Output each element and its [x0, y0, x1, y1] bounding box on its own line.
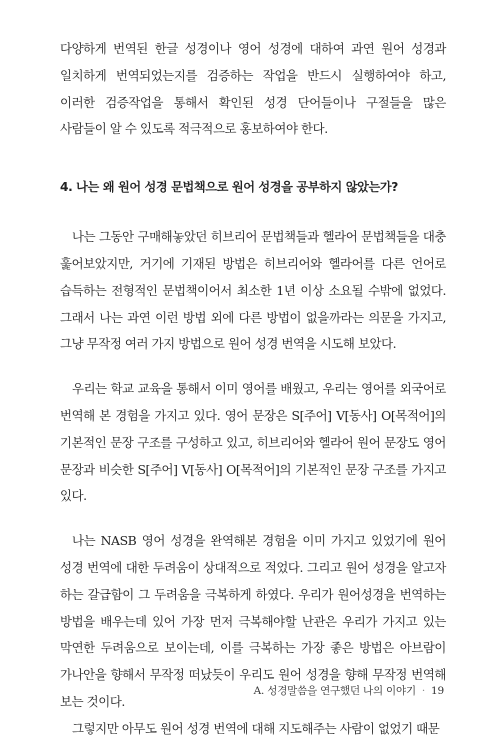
footer-separator: ·: [421, 685, 426, 697]
paragraph-1: 다양하게 번역된 한글 성경이나 영어 성경에 대하여 과연 원어 성경과 일치하게 번역되었는지를 검증하는 작업을 반드시 실행하여야 하고, 이러한 검증작업을 통해서 확인된 성경 단어들이나 구절들을 많은 사람들이 알 수 있도록 적극적으로 홍보하여야 한다.: [60, 41, 446, 137]
paragraph-3: 우리는 학교 교육을 통해서 이미 영어를 배웠고, 우리는 영어를 외국어로 번역해 본 경험을 가지고 있다. 영어 문장은 S[주어] V[동사] O[목적어]의 기본적인 문장 구조를 구성하고 있고, 히브리어와 헬라어 원어 문장도 영어 문장과 비슷한 S[주어] V[동사] O[목적어]의 기본적인 문장 구조를 가지고 있다.: [60, 381, 446, 504]
paragraph-4: 나는 NASB 영어 성경을 완역해본 경험을 이미 가지고 있었기에 원어 성경 번역에 대한 두려움이 상대적으로 적었다. 그리고 원어 성경을 알고자 하는 갈급함이 그 두려움을 극복하게 하였다. 우리가 원어성경을 번역하는 방법을 배우는데 있어 가장 먼저 극복해야할 난관은 우리가 가지고 있는 막연한 두려움으로 보이는데, 이를 극복하는 가장 좋은 방법은 아브람이 가나안을 향해서 무작정 떠났듯이 우리도 원어 성경을 향해 무작정 번역해 보는 것이다.: [60, 533, 446, 709]
page-number: 19: [431, 685, 444, 697]
paragraph-2: 나는 그동안 구매해놓았던 히브리어 문법책들과 헬라어 문법책들을 대충 훑어보았지만, 거기에 기재된 방법은 히브리어와 헬라어를 다른 언어로 습득하는 전형적인 문법책이어서 최소한 1년 이상 소요될 수밖에 없었다. 그래서 나는 과연 이런 방법 외에 다른 방법이 없을까라는 의문을 가지고, 그냥 무작정 여러 가지 방법으로 원어 성경 번역을 시도해 보았다.: [60, 229, 446, 352]
page-body: [60, 36, 446, 743]
footer-section-title: A. 성경말씀을 연구했던 나의 이야기: [253, 685, 416, 697]
page-footer: [254, 683, 444, 698]
paragraph-5: 그렇지만 아무도 원어 성경 번역에 대해 지도해주는 사람이 없었기 때문: [72, 720, 440, 736]
section-heading: 4. 나는 왜 원어 성경 문법책으로 원어 성경을 공부하지 않았는가?: [60, 180, 398, 195]
